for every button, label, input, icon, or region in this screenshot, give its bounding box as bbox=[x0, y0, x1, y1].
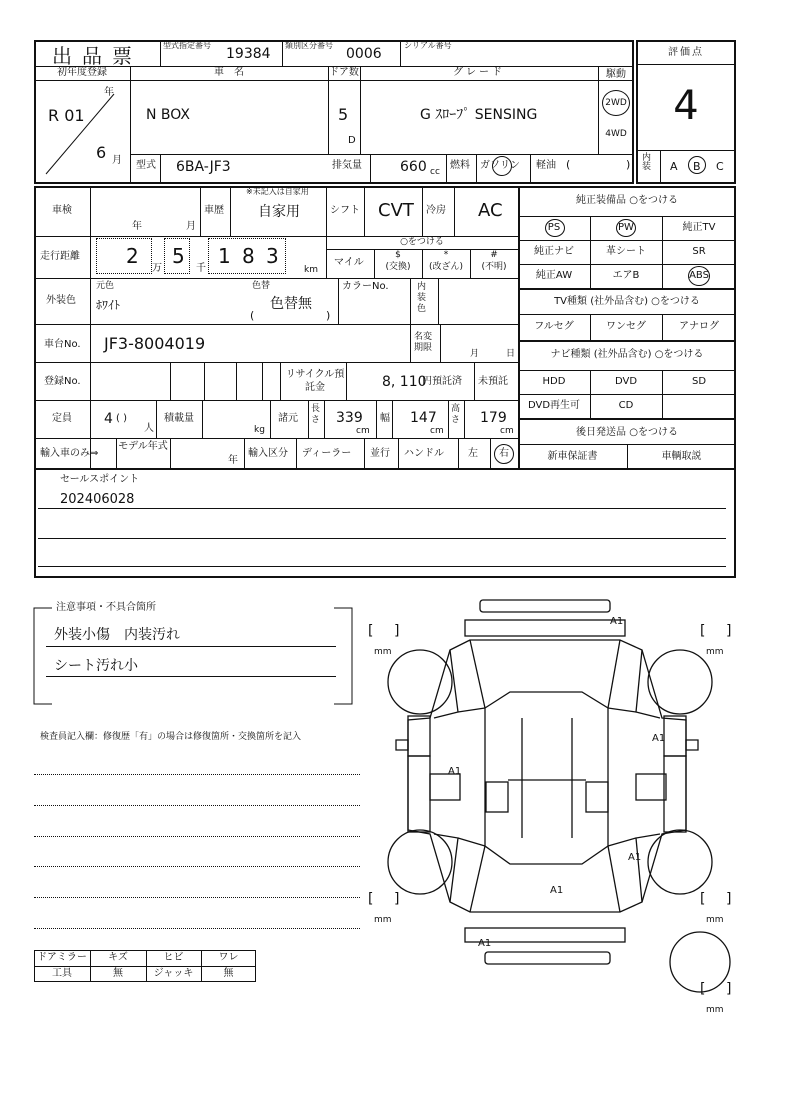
month-suffix: 月 bbox=[112, 155, 122, 166]
tools-tools-label: 工具 bbox=[52, 968, 72, 979]
orig-color-value: ﾎﾜｲﾄ bbox=[96, 298, 121, 312]
width-cm: cm bbox=[430, 426, 444, 436]
color-no-label: カラーNo. bbox=[342, 281, 389, 292]
fuel-paren-close: ) bbox=[626, 158, 631, 171]
interior-grade-a: A bbox=[670, 160, 678, 173]
first-reg-label: 初年度登録 bbox=[57, 67, 107, 78]
name-change-label: 名変期限 bbox=[414, 332, 433, 353]
mileage-mile: マイル bbox=[334, 257, 364, 268]
shift-value: CVT bbox=[378, 200, 414, 221]
equip-airbag: エアB bbox=[612, 270, 640, 281]
equip-abs-circle bbox=[688, 266, 710, 286]
equip-tv: 純正TV bbox=[682, 222, 716, 233]
handle-label: ハンドル bbox=[404, 448, 444, 459]
tire-rl-bracket-close: ] bbox=[394, 891, 400, 907]
damage-mark-left-door: A1 bbox=[448, 766, 462, 777]
year-suffix: 年 bbox=[104, 87, 114, 98]
inspection-month-label: 月 bbox=[186, 221, 196, 232]
recycle-value: 8, 110 bbox=[382, 374, 427, 390]
shift-label: シフト bbox=[330, 205, 360, 216]
displacement-value: 660 bbox=[400, 159, 427, 175]
fuel-label: 燃料 bbox=[450, 160, 470, 171]
damage-mark-front: A1 bbox=[610, 616, 624, 627]
model-year-unit: 年 bbox=[228, 455, 238, 466]
interior-grade-c: C bbox=[716, 160, 724, 173]
model-label: 型式 bbox=[136, 160, 156, 171]
tools-tools-value: 無 bbox=[113, 968, 123, 979]
equip-sr: SR bbox=[692, 246, 706, 257]
sales-point-label: セールスポイント bbox=[60, 474, 140, 485]
length-value: 339 bbox=[336, 410, 363, 426]
tire-spare-mm: mm bbox=[706, 1005, 724, 1015]
tv-analog: アナログ bbox=[679, 321, 719, 332]
orig-color-label: 元色 bbox=[96, 281, 115, 291]
navi-cd: CD bbox=[618, 400, 634, 411]
inspection-label: 車検 bbox=[52, 205, 72, 216]
tools-h-mirror: ドアミラー bbox=[37, 952, 87, 963]
cc-unit: cc bbox=[430, 167, 440, 177]
notes-line1: 外装小傷 内装汚れ bbox=[54, 627, 180, 643]
fuel-gas-circle bbox=[492, 156, 512, 176]
equip-pw-circle bbox=[616, 219, 636, 237]
drive-4wd: 4WD bbox=[605, 129, 627, 139]
tv-fullseg: フルセグ bbox=[534, 321, 574, 332]
tamper-sym: * bbox=[443, 250, 449, 260]
navi-hdd: HDD bbox=[542, 376, 566, 387]
repaint-value: 色替無 bbox=[270, 296, 312, 312]
capacity-value: 4 bbox=[104, 411, 113, 427]
after-ship-title: 後日発送品 ○をつける bbox=[576, 427, 678, 438]
load-label: 積載量 bbox=[164, 413, 194, 424]
equip-ps-circle bbox=[545, 219, 565, 237]
load-unit: kg bbox=[254, 425, 265, 435]
tire-rl-mm: mm bbox=[374, 915, 392, 925]
interior-color-label: 内装色 bbox=[417, 282, 427, 314]
equip-ps: PS bbox=[547, 222, 561, 233]
repaint-paren-close: ) bbox=[326, 309, 331, 322]
mileage-label: 走行距離 bbox=[40, 251, 80, 262]
rating-value: 4 bbox=[673, 83, 699, 129]
mileage-km: km bbox=[304, 265, 318, 275]
first-reg-month: 6 bbox=[96, 143, 107, 162]
handle-left: 左 bbox=[468, 448, 478, 459]
tv-type-title: TV種類 (社外品含む) ○をつける bbox=[554, 296, 700, 307]
mileage-digit-3: 1 bbox=[218, 244, 231, 268]
tire-fl-mm: mm bbox=[374, 647, 392, 657]
navi-type-title: ナビ種類 (社外品含む) ○をつける bbox=[550, 349, 704, 360]
car-name: N BOX bbox=[146, 107, 190, 123]
interior-b-circle bbox=[688, 156, 706, 174]
mileage-tamper: (改ざん) bbox=[428, 262, 464, 272]
after-warranty: 新車保証書 bbox=[547, 451, 598, 462]
tire-rl-bracket-open: [ bbox=[368, 891, 374, 907]
category-value: 0006 bbox=[346, 46, 382, 62]
mileage-sen: 千 bbox=[196, 263, 206, 274]
model-value: 6BA-JF3 bbox=[176, 159, 231, 175]
first-reg-era: R 01 bbox=[48, 106, 85, 125]
history-value: 自家用 bbox=[258, 204, 300, 220]
fuel-diesel: 軽油 bbox=[536, 160, 556, 171]
navi-sd: SD bbox=[691, 376, 707, 387]
door-type: D bbox=[348, 135, 356, 146]
repaint-paren-open: ( bbox=[250, 309, 255, 322]
import-parallel: 並行 bbox=[370, 448, 390, 459]
mileage-exchange: (交換) bbox=[385, 262, 411, 272]
tools-jack-value: 無 bbox=[223, 968, 234, 979]
capacity-paren: ( ) bbox=[116, 413, 127, 424]
height-label: 高さ bbox=[451, 404, 461, 425]
tools-h-crack: ヒビ bbox=[163, 952, 184, 963]
recycle-not: 未預託 bbox=[478, 376, 508, 387]
drive-2wd: 2WD bbox=[605, 98, 627, 108]
drive-label: 駆動 bbox=[606, 69, 626, 80]
length-cm: cm bbox=[356, 426, 370, 436]
tire-spare-bracket-open: [ bbox=[700, 981, 706, 997]
tire-fr-bracket-open: [ bbox=[700, 623, 706, 639]
equip-navi: 純正ナビ bbox=[534, 246, 574, 257]
mileage-digit-1: 2 bbox=[126, 244, 139, 268]
type-approval-label: 型式指定番号 bbox=[163, 41, 211, 50]
grade-label: グレード bbox=[453, 67, 505, 78]
mileage-unknown: (不明) bbox=[481, 262, 507, 272]
category-label: 類別区分番号 bbox=[285, 41, 333, 50]
unknown-sym: # bbox=[490, 250, 498, 260]
inspection-year-label: 年 bbox=[132, 221, 142, 232]
ac-value: AC bbox=[478, 200, 503, 221]
tire-rr-mm: mm bbox=[706, 915, 724, 925]
type-approval-value: 19384 bbox=[226, 46, 271, 62]
width-label: 幅 bbox=[380, 413, 390, 424]
name-change-day: 日 bbox=[506, 349, 516, 359]
import-label: 輸入車のみ⇒ bbox=[40, 448, 99, 459]
exchange-sym: $ bbox=[395, 250, 401, 260]
page-title: 出品票 bbox=[52, 44, 142, 68]
mileage-digit-2: 5 bbox=[172, 244, 185, 268]
dims-label: 諸元 bbox=[278, 413, 298, 424]
notes-line2: シート汚れ小 bbox=[54, 658, 138, 674]
recycle-label: リサイクル預託金 bbox=[285, 369, 345, 393]
tire-fr-mm: mm bbox=[706, 647, 724, 657]
tools-h-break: ワレ bbox=[218, 952, 239, 963]
fuel-gasoline: ガソリン bbox=[480, 160, 520, 171]
equip-abs: ABS bbox=[689, 270, 709, 281]
sales-point-line1: 202406028 bbox=[60, 492, 135, 507]
length-label: 長さ bbox=[311, 404, 321, 425]
doors-value: 5 bbox=[338, 105, 349, 124]
tire-fl-bracket-open: [ bbox=[368, 623, 374, 639]
interior-grade-label: 内装 bbox=[642, 153, 652, 172]
navi-dvd: DVD bbox=[614, 376, 638, 387]
width-value: 147 bbox=[410, 410, 437, 426]
handle-right-circle bbox=[494, 444, 514, 464]
capacity-label: 定員 bbox=[52, 413, 72, 424]
tire-spare-bracket-close: ] bbox=[726, 981, 732, 997]
tools-jack-label: ジャッキ bbox=[153, 968, 194, 979]
reg-no-label: 登録No. bbox=[44, 376, 81, 387]
tire-rr-bracket-open: [ bbox=[700, 891, 706, 907]
genuine-equipment-title: 純正装備品 ○をつける bbox=[576, 195, 678, 206]
name-change-month: 月 bbox=[470, 349, 480, 359]
damage-mark-rear: A1 bbox=[550, 885, 564, 896]
chassis-value: JF3-8004019 bbox=[104, 334, 206, 353]
tire-fr-bracket-close: ] bbox=[726, 623, 732, 639]
tire-fl-bracket-close: ] bbox=[394, 623, 400, 639]
history-label: 車歴 bbox=[204, 205, 224, 216]
damage-mark-bumper: A1 bbox=[478, 938, 492, 949]
tire-rr-bracket-close: ] bbox=[726, 891, 732, 907]
doors-label: ドア数 bbox=[329, 67, 359, 78]
inspector-label: 検査員記入欄：修復歴「有」の場合は修復箇所・交換箇所を記入 bbox=[40, 732, 302, 742]
grade-value: G ｽﾛｰﾌﾟ SENSING bbox=[420, 107, 538, 123]
equip-aw: 純正AW bbox=[535, 270, 573, 281]
mileage-mark-caption: ○をつける bbox=[400, 237, 444, 247]
tools-h-scratch: キズ bbox=[108, 952, 128, 963]
displacement-label: 排気量 bbox=[332, 160, 362, 171]
equip-leather: 革シート bbox=[606, 246, 646, 257]
after-manual: 車輌取説 bbox=[661, 451, 702, 462]
import-dealer: ディーラー bbox=[302, 448, 352, 459]
model-year-label: モデル年式 bbox=[118, 441, 168, 452]
mileage-digit-5: 3 bbox=[266, 244, 279, 268]
recycle-deposited: 円預託済 bbox=[422, 376, 462, 387]
height-cm: cm bbox=[500, 426, 514, 436]
damage-mark-right-door: A1 bbox=[652, 733, 666, 744]
ac-label: 冷房 bbox=[426, 205, 446, 216]
repaint-label: 色替 bbox=[252, 281, 271, 291]
history-note: ※未記入は自家用 bbox=[246, 187, 309, 196]
handle-right: 右 bbox=[499, 448, 509, 459]
damage-mark-right-rear: A1 bbox=[628, 852, 642, 863]
rating-label: 評価点 bbox=[668, 47, 704, 58]
notes-bracket bbox=[34, 600, 354, 710]
car-name-label: 車 名 bbox=[214, 67, 244, 78]
notes-title: 注意事項・不具合箇所 bbox=[56, 602, 156, 613]
height-value: 179 bbox=[480, 410, 507, 426]
capacity-unit: 人 bbox=[144, 423, 154, 434]
equip-pw: PW bbox=[618, 222, 634, 233]
tv-oneseg: ワンセグ bbox=[606, 321, 646, 332]
serial-label: シリアル番号 bbox=[404, 41, 452, 50]
navi-dvd-play: DVD再生可 bbox=[527, 400, 581, 411]
interior-grade-b: B bbox=[693, 160, 701, 173]
mileage-man: 万 bbox=[152, 263, 162, 274]
chassis-label: 車台No. bbox=[44, 339, 81, 350]
import-class-label: 輸入区分 bbox=[248, 448, 288, 459]
fuel-paren-open: ( bbox=[566, 158, 571, 171]
exterior-label: 外装色 bbox=[46, 295, 76, 306]
mileage-digit-4: 8 bbox=[242, 244, 255, 268]
